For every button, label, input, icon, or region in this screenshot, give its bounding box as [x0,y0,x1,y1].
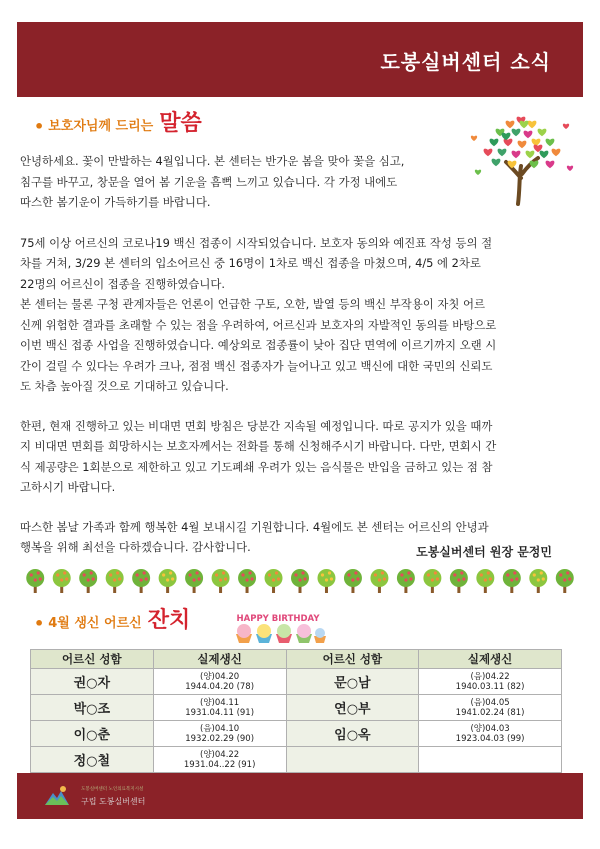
heart-leaf-icon [490,139,499,147]
birthday-cell [153,747,286,773]
paragraph: 본 센터는 물론 구청 관계자들은 언론이 언급한 구토, 오한, 발열 등의 백신 부작용이 자칫 어르 신께 위험한 결과를 초래할 수 있는 점을 우려하여, 어르신과 보호자의 자발적인 동의를 바탕으로 이번 백신 접종 사업을 진행하였습니다. 예상외로 접종률이 낮아 집단 면역에 이르기까지 오랜 시 간이 걸릴 수 있다는 우려가 크나, 점점 백신 접종자가 늘어나고 있고 백신에 대한 국민의 신뢰도 도 차츰 높아질 것으로 기대하고 있습니다. [20,297,497,393]
elder-name: 연○부 [286,695,419,721]
table-row [31,695,562,721]
birthday-cell [153,721,286,747]
column-header: 실제생신 [419,650,562,669]
elder-name: 이○춘 [31,721,154,747]
birthday-emphasis: 잔치 [147,608,191,633]
newsletter-title: 도봉실버센터 소식 [380,50,551,74]
cupcake-icon [296,624,312,643]
birth-date: 1941.02.24 (81) [455,707,525,718]
elder-name: 임○옥 [286,721,419,747]
birthday-banner-text: HAPPY BIRTHDAY [236,614,320,624]
tree-icon [423,569,441,593]
lunar-date: (음)04.22 [470,671,510,682]
birth-date: 1931.04.11 (91) [185,707,255,718]
elder-name: 문○남 [286,669,419,695]
tree-icon [238,569,256,593]
tree-icon [317,569,335,593]
tree-icon [265,569,283,593]
birthday-cell [419,695,562,721]
footer-subtitle: 도봉실버센터 노인의료복지시설 [81,787,144,792]
birth-date: 1944.04.20 (78) [185,681,255,692]
birthday-table [30,649,562,773]
greeting-label: 보호자님께 드리는 [48,119,154,134]
tree-icon [476,569,494,593]
birth-date: 1931.04..22 (91) [183,759,256,770]
birthday-cell [419,721,562,747]
letter-body [20,151,582,558]
mountain-logo-icon [44,783,70,809]
greeting-section-title [34,111,202,137]
elder-name: 권○자 [31,669,154,695]
greeting-emphasis: 말씀 [159,111,202,136]
tree-icon [106,569,124,593]
heart-leaf-icon [518,141,527,149]
heart-leaf-icon [546,139,555,147]
lunar-date: (양)04.20 [200,671,240,682]
bullet-icon: • [34,614,45,633]
footer-banner [17,773,583,819]
tree-icon [529,569,547,593]
birthday-cell [419,747,562,773]
table-header-row [31,650,562,669]
lunar-date: (양)04.11 [200,697,240,708]
lunar-date: (음)04.10 [200,723,240,734]
heart-leaf-icon [528,121,537,129]
tree-icon [212,569,230,593]
paragraph: 75세 이상 어르신의 코로나19 백신 접종이 시작되었습니다. 보호자 동의와 예진표 작성 등의 절 차를 거쳐, 3/29 본 센터의 입소어르신 중 16명이 1차로 백신 접종을 마쳤으며, 4/5 에 2차로 22명의 어르신이 접종을 진행하였습니다. [20,235,493,291]
tree-icon [503,569,521,593]
lunar-date: (양)04.22 [200,749,240,760]
signature: 도봉실버센터 원장 문정민 [416,545,552,559]
heart-leaf-icon [524,131,533,139]
header-banner [17,22,583,97]
tree-icon [53,569,71,593]
tree-icon [291,569,309,593]
tree-icon [370,569,388,593]
table-row [31,747,562,773]
birthday-cell [419,669,562,695]
tree-icon [450,569,468,593]
lunar-date: (음)04.05 [470,697,510,708]
tree-row-decoration [22,566,578,594]
birthday-cell [153,695,286,721]
tree-icon [79,569,97,593]
tree-icon [556,569,574,593]
heart-leaf-icon [538,129,547,137]
tree-icon [185,569,203,593]
paragraph: 안녕하세요. 꽃이 만발하는 4월입니다. 본 센터는 반가운 봄을 맞아 꽃을 심고, 침구를 바꾸고, 창문을 열어 봄 기운을 흠뻑 느끼고 있습니다. 각 가정 내에도 따스한 봄기운이 가득하기를 바랍니다. [20,154,405,209]
column-header: 어르신 성함 [286,650,419,669]
tree-icon [159,569,177,593]
elder-name: 정○철 [31,747,154,773]
table-row [31,669,562,695]
birth-date: 1923.04.03 (99) [455,733,525,744]
heart-leaf-icon [502,133,511,141]
table-row [31,721,562,747]
cupcake-icon [236,624,252,643]
paragraph: 따스한 봄날 가족과 함께 행복한 4월 보내시길 기원합니다. 4월에도 본 센터는 어르신의 안녕과 행복을 위해 최선을 다하겠습니다. 감사합니다. [20,519,489,554]
tree-icon [344,569,362,593]
heart-leaf-icon [520,121,529,129]
elder-name [286,747,419,773]
tree-icon [26,569,44,593]
tree-icon [397,569,415,593]
lunar-date: (양)04.03 [470,723,510,734]
birthday-cell [153,669,286,695]
heart-leaf-icon [512,129,521,137]
bullet-icon: • [34,117,45,136]
birthday-cupcakes-icon [228,610,328,644]
heart-leaf-icon [504,139,513,147]
birthday-label: 4월 생신 어르신 [48,616,142,631]
cupcake-icon [276,624,292,643]
heart-leaf-icon [506,121,515,129]
paragraph: 한편, 현재 진행하고 있는 비대면 면회 방침은 당분간 지속될 예정입니다. 따로 공지가 있을 때까 지 비대면 면회를 희망하시는 보호자께서는 전화를 통해 신청해주시기 바랍니다. 다만, 면회시 간 식 제공량은 1회분으로 제한하고 있고 기도폐쇄 우려가 있는 음식물은 반입을 금하고 있는 점 참 고하시기 바랍니다. [20,418,497,494]
birth-date: 1932.02.29 (90) [185,733,255,744]
floating-heart-icon [471,136,477,141]
column-header: 어르신 성함 [31,650,154,669]
tree-icon [132,569,150,593]
column-header: 실제생신 [153,650,286,669]
birth-date: 1940.03.11 (82) [455,681,525,692]
cupcake-icon [314,628,326,643]
cupcake-icon [256,624,272,643]
elder-name: 박○조 [31,695,154,721]
birthday-section-title [34,608,190,634]
floating-heart-icon [563,124,569,129]
footer-org-name: 구립 도봉실버센터 [81,797,146,806]
